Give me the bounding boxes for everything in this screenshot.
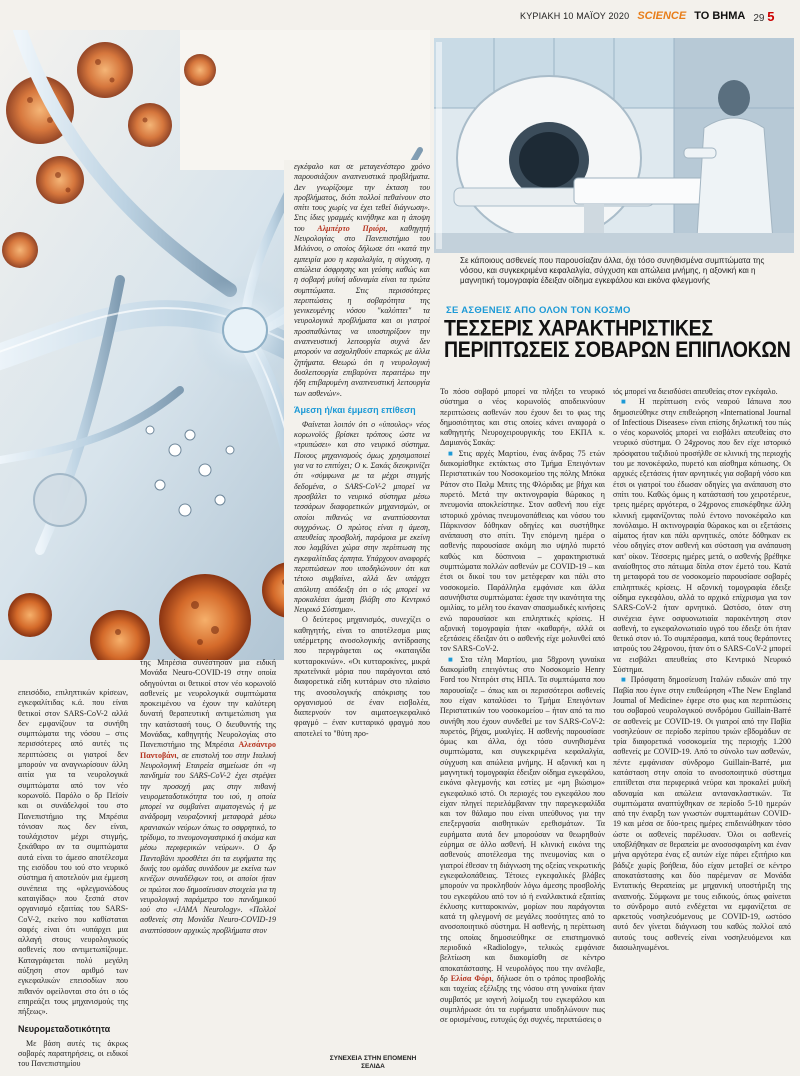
subheading-neurotransmission: Νευρομεταδοτικότητα: [18, 1023, 111, 1034]
bullet-icon: ■: [621, 675, 631, 685]
paragraph: επεισόδιο, επιληπτικών κρίσεων, εγκεφαλίτιδας κ.ά. που είναι θετικοί στον SARS-CoV-2 αλλά δεν εμφανίζουν τα συνήθη συμπτώματα της νόσου – στις περισσότερες από αυτές τις περιπτώσεις οι γιατροί δεν μπορούν να αναγνωρίσουν άλλη αιτία για τα νευρολογικά συμπτώματα από τον νέο κορωνοϊό. Παρόλο ο δρ Πεϊσίν και οι συνάδελφοί του στο Πανεπιστήμιο της Μπρέσια τόνισαν πως δεν είναι, τουλάχιστον μέχρι στιγμής, ξεκάθαρο αν τα συμπτώματα αυτά είναι το άμεσο αποτέλεσμα της εισόδου του ιού στο νευρικό σύστημα ή αποτελούν μια έμμεση συνέπεια της «φλεγμονώδους καταιγίδας» που ξεσπά στον οργανισμό εξαιτίας του SARS-CoV-2, εκείνο που καθίσταται σαφές είναι ότι «υπάρχει μια αλλαγή στους νευρολογικούς ασθενείς που αντιμετωπίζουμε. Καταγράφεται πολύ μεγάλη αύξηση στον αριθμό των εγκεφαλικών επεισοδίων που πιθανόν οφείλονται στο ότι ο ιός επηρεάζει τους μηχανισμούς της πήξεως».: [18, 688, 128, 1017]
case-paragraph: [613, 397, 791, 675]
paragraph: ιός μπορεί να διεισδύσει απευθείας στον εγκέφαλο.: [613, 387, 778, 396]
photo-caption: Σε κάποιους ασθενείς που παρουσίαζαν άλλα, όχι τόσο συνηθισμένα συμπτώματα της νόσου, και συγκεκριμένα κεφαλαλγία, σύγχυση και απώλεια μνήμης, η αξονική και η μαγνητική τομογραφία έδειξαν οίδημα εγκεφάλου και εικόνα φλεγμονής: [460, 256, 765, 285]
paragraph: Φαίνεται λοιπόν ότι ο «ύπουλος» νέος κορωνοϊός βρίσκει τρόπους ώστε να «τρυπώσει» και στο νευρικό σύστημα. Ποιους μηχανισμούς όμως χρησιμοποιεί για να το επιτύχει; Ο κ. Σακάς διευκρινίζει ότι «σύμφωνα με τα μέχρι στιγμής δεδομένα, ο SARS-CoV-2 μπορεί να προσβάλει το νευρικό σύστημα μέσω τεσσάρων διαφορετικών μηχανισμών, οι οποίοι πιθανώς να αναπτύσσονται συγχρόνως. Ο πρώτος είναι η άμεση, απευθείας προσβολή, παρόμοια με εκείνη που λαμβάνει χώρα στην περίπτωση της εγκεφαλίτιδας έρπητα. Υπάρχουν αναφορές περιπτώσεων που υποδηλώνουν ότι και τέτοιο συμβαίνει, αλλά δεν υπάρχει απόλυτη απόδειξη ότι ο ιός μπορεί να προκαλέσει άμεση βλάβη στο Κεντρικό Νευρικό Σύστημα».: [294, 419, 430, 615]
bullet-icon: ■: [448, 654, 461, 664]
person-name: Ελίσα Φόρι: [450, 973, 492, 983]
issue-date: ΚΥΡΙΑΚΗ 10 ΜΑΪΟΥ 2020: [520, 11, 630, 21]
paragraph-text: Η περίπτωση ενός νεαρού Ιάπωνα που δημοσιεύθηκε στην επιθεώρηση «International Journal of Infectious Diseases» είναι επίσης δηλωτική του πώς ο νέος κορωνοϊός μπορεί να εισβάλει απευθείας στο νευρικό σύστημα. Ο 24χρονος που δεν είχε ιστορικό πρόσφατου ταξιδιού προσήλθε σε κλινική της περιοχής του με πονοκέφαλο, πυρετό και αίσθημα κόπωσης. Οι αρχικές εξετάσεις ήταν αρνητικές για σοβαρή νόσο και έτσι οι γιατροί του έδωσαν οδηγίες για ανάπαυση στο σπίτι του. Καθώς όμως η κατάστασή του χειροτέρευε, τρεις ημέρες αργότερα, ο 24χρονος επισκέφθηκε άλλη κλινική εμφανίζοντας πολύ έντονο πονοκέφαλο και πονόλαιμο. Η ακτινογραφία θώρακος και οι εξετάσεις αίματος ήταν και πάλι αρνητικές, οπότε δόθηκαν εκ νέου οδηγίες στον ασθενή και σύσταση για ανάπαυση κατ' οίκον. Τέσσερις ημέρες μετά, ο ασθενής βρέθηκε αναίσθητος στο πάτωμα δίπλα στον έμετό του. Κατά τη μεταφορά του σε νοσοκομείο παρουσίασε σοβαρές επιληπτικές κρίσεις. Η αξονική τομογραφία έδειξε οίδημα εγκεφάλου, αλλά το αρχικό επίχρισμα για τον SARS-CoV-2 ήταν αρνητικό. Ωστόσο, όταν στη συνέχεια έγινε οσφυονωτιαία παρακέντηση στον ασθενή, το εγκεφαλονωτιαίο υγρό του έδειξε ότι ήταν θετικό στον ιό. Το συμπέρασμα, κατά τους θεράποντες ιατρούς του 24χρονου, ήταν ότι ο SARS-CoV-2 μπορεί να εισβάλει απευθείας στο Κεντρικό Νευρικό Σύστημα.: [613, 397, 791, 675]
page-number: [753, 9, 774, 24]
paragraph-text: Στα τέλη Μαρτίου, μια 58χρονη γυναίκα διακομίσθη επειγόντως στο Νοσοκομείο Henry Ford του Ντιτρόιτ στις ΗΠΑ. Τα συμπτώματα που παρουσίαζε – όπως και οι περισσότεροι ασθενείς που είχαν καταλύσει το Τμήμα Επειγόντων Περιστατικών του νοσοκομείου – ήταν από τα πιο συνήθη που έχουν συνδεθεί με τον SARS-CoV-2: πυρετός, βήχας, μυαλγίες. Η ασθενής παρουσίασε όμως και άλλα, όχι τόσο συνηθισμένα συμπτώματα, και συγκεκριμένα κεφαλαλγία, σύγχυση και απώλεια μνήμης. Η αξονική και η μαγνητική τομογραφία έδειξαν οίδημα εγκεφάλου, εικόνα φλεγμονής και εστίες με «μη βιώσιμο» εγκεφαλικό ιστό. Οι περιοχές του εγκεφάλου που είχαν πληγεί περιελάμβαναν την παρεγκεφαλίδα και τον θάλαμο που είναι υπεύθυνος για την επεξεργασία αισθητικών ερεθισμάτων. Τα ευρήματα αυτά δεν μπορούσαν να θεωρηθούν εύρημα σε άλλο ασθενή. Η κλινική εικόνα της ασθενούς αποτέλεσμα της πνευμονίας και ο γιατροί έθεσαν τη διάγνωση της οξείας νεκρωτικής εγκεφαλοπάθειας. Τέτοιες εγκεφαλικές βλάβες μπορούν να προκληθούν λόγω άμεσης προσβολής του εγκεφάλου από τον ιό ή εναλλακτικά εξαιτίας έκλυσης κυτταροκινών, μορίων που παράγονται κατά τη φλεγμονή σε μεγάλες ποσότητες από το ανοσοποιητικό σύστημα. Η ασθενής, η περίπτωση της οποίας δημοσιεύθηκε σε επιστημονικό περιοδικό «Radiology», τελικώς εμφάνισε βελτίωση και διακομίσθη σε κέντρο αποκατάστασης. Η νευρολόγος που την ανέλαβε, δρ: [440, 654, 605, 983]
paragraph-text: Πρόσφατη δημοσίευση Ιταλών ειδικών από την Παβία που έγινε στην επιθεώρηση «The New England Journal of Medicine» έφερε στο φως και περιπτώσεις του σοβαρού νευρολογικού συνδρόμου Guillain-Barré σε ασθενείς με COVID-19. Οι γιατροί από την Παβία νοσηλεύουν σε περίοδο περίπου τριών εβδομάδων σε τρία διαφορετικά νοσοκομεία της περιοχής 1.200 ασθενείς με COVID-19. Από το σύνολο των ασθενών, πέντε εμφάνισαν σύνδρομο Guillain-Barré, μια κατάσταση στην οποία το ανοσοποιητικό σύστημα επιτίθεται στα περιφερικά νεύρα και προκαλεί μυϊκή αδυναμία και απώλεια αντανακλαστικών. Τα συμπτώματα αναπτύχθηκαν σε περίοδο 5-10 ημερών από την έναρξη των γνωστών συμπτωμάτων COVID-19 και μέσα σε δύο-τρεις ημέρες επιδεινώθηκαν τόσο ώστε οι ασθενείς παρέλυσαν. Όλοι οι ασθενείς υποβλήθηκαν σε θεραπεία με ανοσοσφαιρίνη και έναν μήνα αργότερα ένας εξ αυτών είχε πάρει εξιτήριο και βάδιζε χωρίς βοήθεια, δύο είχαν μεταβεί σε κέντρο αποκατάστασης και δύο παρέμεναν σε Μονάδα Εντατικής Θεραπείας με μηχανική υποστήριξη της αναπνοής. Σύμφωνα με τους ειδικούς, όπως φαίνεται το σύνδρομο αυτό ενδέχεται να εμφανίζεται σε αρκετούς νοσηλευόμενους με COVID-19, ωστόσο αυτό δεν γίνεται διάγνωση του καθώς πολλοί από αυτούς τους ασθενείς είναι νοσηλευόμενοι και διασωληνωμένοι.: [613, 675, 791, 953]
bullet-icon: ■: [448, 448, 459, 458]
paragraph: [140, 658, 276, 936]
paragraph: Το πόσο σοβαρό μπορεί να πλήξει το νευρικό σύστημα ο νέος κορωνοϊός αποδεικνύουν περιπτώσεις ασθενών που έχουν δει το φως της δημοσιότητας και στις οποίες κάνει αναφορά ο καθηγητής Νευροχειρουργικής του ΕΚΠΑ κ. Δαμιανός Σακάς:: [440, 387, 605, 448]
person-name: Αλμπέρτο Πριόρι: [317, 223, 386, 233]
subheading-direct-indirect: Άμεση ή/και έμμεση επίθεση: [294, 404, 416, 415]
page-number-small: 29: [753, 12, 765, 24]
article-kicker: ΣΕ ΑΣΘΕΝΕΙΣ ΑΠΟ ΟΛΟΝ ΤΟΝ ΚΟΣΜΟ: [446, 305, 631, 316]
article-headline: ΤΕΣΣΕΡΙΣ ΧΑΡΑΚΤΗΡΙΣΤΙΚΕΣ ΠΕΡΙΠΤΩΣΕΙΣ ΣΟΒΑΡΩΝ ΕΠΙΠΛΟΚΩΝ: [444, 315, 791, 363]
paragraph-text: , δήλωσε ότι ο τρόπος προσβολής και ταχείας εξέλιξης της νόσου στη γυναίκα ήταν συμβατός με ιογενή λοίμωξη του εγκεφάλου και συμπλήρωσε ότι τα ευρήματα υποδηλώνουν πως σε ορισμένους, ευτυχώς όχι συχνές, περιπτώσεις ο: [440, 973, 605, 1025]
case-paragraph: [440, 655, 605, 1026]
page-number-big: 5: [767, 8, 775, 24]
text-column-2: [140, 658, 276, 1073]
text-column-5: [613, 387, 791, 1073]
section-name: SCIENCE: [637, 10, 687, 22]
continues-next-page: ΣΥΝΕΧΕΙΑ ΣΤΗΝ ΕΠΟΜΕΝΗ ΣΕΛΙΔΑ: [329, 1055, 417, 1070]
text-column-4: [440, 387, 605, 1073]
paragraph-text: εγκέφαλο και σε μεταγενέστερο χρόνο παρουσιάζουν αναπνευστικά προβλήματα. Δεν γνωρίζουμε την έκταση του προβλήματος, διότι πολλοί πεθαίνουν στο σπίτι τους χωρίς να έχει τεθεί διάγνωση». Στις ίδιες γραμμές κινήθηκε και η άποψη του: [294, 162, 430, 233]
person-name: Αλεσάντρο Παντοβάνι: [140, 740, 276, 760]
text-column-3: [294, 162, 430, 1057]
paragraph: Με βάση αυτές τις άκρως σοβαρές παρατηρήσεις, οι ειδικοί του Πανεπιστημίου: [18, 1038, 128, 1069]
mri-scanner-image: [434, 38, 794, 253]
paragraph: Ο δεύτερος μηχανισμός, συνεχίζει ο καθηγητής, είναι το αποτέλεσμα μιας υπέρμετρης ανοσολογικής αντίδρασης που περιγράφεται ως «καταιγίδα κυτταροκινών». «Οι κυτταροκίνες, μικρά πρωτεϊνικά μόρια που παράγονται από διαφορετικά είδη κυττάρων στο πλαίσιο της ανοσολογικής απόκρισης του οργανισμού σε έναν εισβολέα, διαπερνούν τον αιματοεγκεφαλικό φραγμό – έναν κυτταρικό φραγμό που αποτελεί το "θύτη προ-: [294, 615, 430, 738]
case-paragraph: [440, 449, 605, 655]
page-header: [520, 6, 788, 26]
case-paragraph: [613, 675, 791, 953]
paragraph-text: Στις αρχές Μαρτίου, ένας άνδρας 75 ετών διακομίσθηκε εκτάκτως στο Τμήμα Επειγόντων Περιστατικών του Νοσοκομείου της πόλης Μπόκα Ράτον στο Παλμ Μπιτς της Φλόριδας με βήχα και πυρετό. Μετά την ακτινογραφία θώρακος η πνευμονία αποκλείστηκε. Στον ασθενή που είχε ιστορικό χρόνιας πνευμονοπάθειας και νόσου του Πάρκινσον δόθηκαν οδηγίες και συστήθηκε ανάπαυση στο σπίτι. Την επόμενη ημέρα ο ασθενής παρουσίασε ακόμη πιο υψηλό πυρετό καθώς και δύσπνοια – χαρακτηριστικά συμπτώματα πολλών ασθενών με COVID-19 – και έτσι οι δικοί του τον μετέφεραν και πάλι στο νοσοκομείο. Παράλληλα εμφάνισε και άλλα ασυνήθιστα συμπτώματα: έχασε την ικανότητα της ομιλίας, το μέλη του έκαναν σπασμωδικές κινήσεις ενώ παρουσίασε και επιληπτικές κρίσεις. Η αξονική τομογραφία ήταν «καθαρή», αλλά οι εξετάσεις έδειξαν ότι ο ασθενής είχε μολυνθεί από τον SARS-CoV-2.: [440, 448, 605, 654]
paragraph-text: , καθηγητή Νευρολογίας στο Πανεπιστήμιο του Μιλάνου, ο οποίος δήλωσε ότι «κατά την εμπειρία μου η κεφαλαλγία, η σύγχυση, η απώλεια όσφρησης και γεύσης καθώς και η σοβαρή μυϊκή αδυναμία είναι τα πρώτα συμπτώματα. Στις περισσότερες περιπτώσεις η σοβαρότητα της γενικευμένης νόσου "καλύπτει" τα νευρολογικά προβλήματα και οι γιατροί προσπαθώντας να υποστηρίξουν την αναπνευστική λειτουργία συχνά δεν μπορούν να ασχοληθούν επαρκώς με άλλα ζητήματα. Θεωρώ ότι η νευρολογική δυσλειτουργία επιβαρύνει περαιτέρω την ήδη επιβαρυμένη αναπνευστική λειτουργία των ασθενών».: [294, 223, 430, 398]
newspaper-name: ΤΟ ΒΗΜΑ: [694, 10, 746, 22]
text-column-1: [18, 688, 128, 1073]
paragraph: [294, 162, 430, 399]
paragraph-text: , σε επιστολή του στην Ιταλική Νευρολογική Εταιρεία σημείωσε ότι «η πανδημία του SARS-CoV-2 έχει στρέψει την προσοχή μας στην πιθανή νευρομεταδοτικότητα του ιού, η οποία μπορεί να συμβαίνει αιματογενώς ή με ανάδρομη νευραξονική μεταφορά μέσω κρανιακών νεύρων όπως το οσφρητικό, το τρίδυμο, το πνευμονογαστρικό ή ακόμα και μέσω περιφερικών νεύρων». Ο δρ Παντοβάνι προσθέτει ότι τα ευρήματα της δικής του ομάδας συνάδουν με εκείνα των κινέζων συναδέλφων του, οι οποίοι ήταν οι πρώτοι που δημοσίευσαν στοιχεία για τη νευρολογική παράμετρο του πανδημικού ιού στο «JAMA Neurology». «Πολλοί ασθενείς στη Μονάδα Neuro-COVID-19 αναπτύσσουν αρχικώς προβλήματα στον: [140, 750, 276, 935]
mri-photo: [434, 38, 794, 253]
paragraph-text: της Μπρέσια συνέστησαν μια ειδική Μονάδα Neuro-COVID-19 στην οποία οδηγούνται οι θετικοί στον νέο κορωνοϊό ασθενείς με νευρολογικά συμπτώματα προκειμένου να έχουν την καλύτερη δυνατή θεραπευτική αντιμετώπιση για την κατάστασή τους. Ο διευθυντής της Μονάδας, καθηγητής Νευρολογίας στο Πανεπιστήμιο της Μπρέσια: [140, 658, 276, 750]
bullet-icon: ■: [621, 397, 640, 407]
